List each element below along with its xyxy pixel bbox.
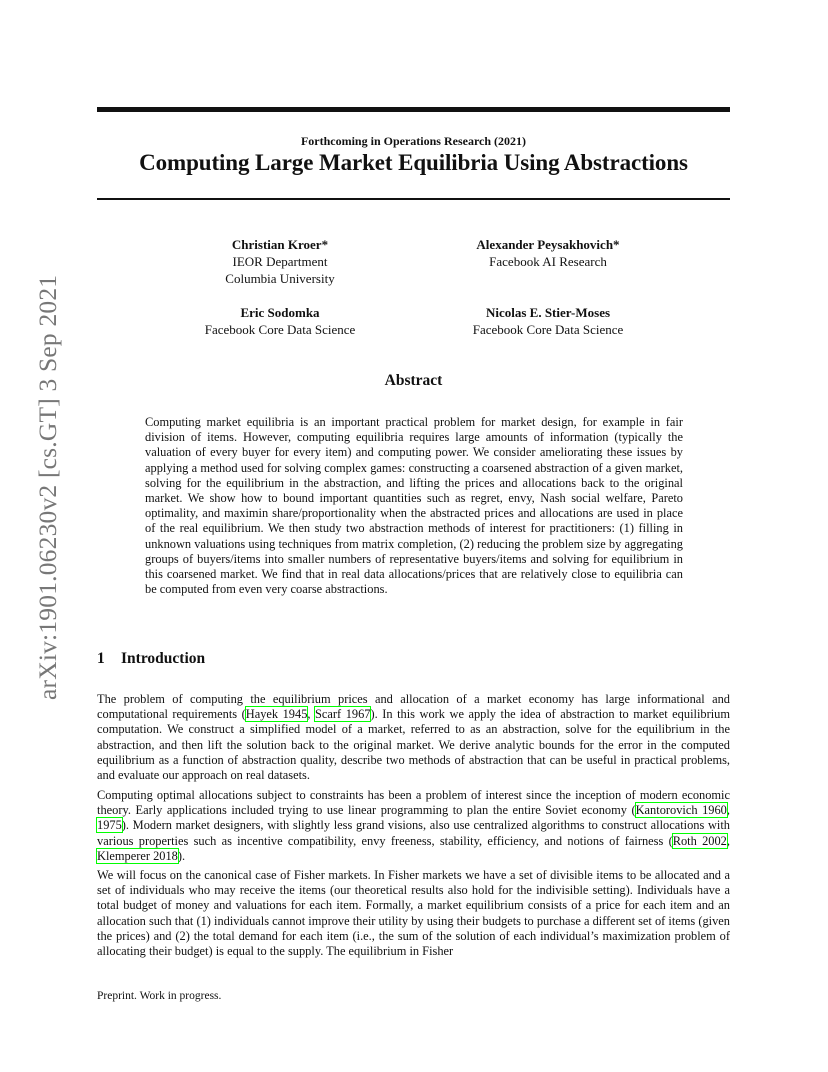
paragraph-text: The problem of computing the equilibrium prices and allocation of a market economy has large informational and computational requirements ( xyxy=(97,692,730,722)
paragraph-text: ). Modern market designers, with slightly less grand visions, also use centralized algorithms to construct allocations with various properties such as incentive compatibility, envy freeness, stability, efficiency, and notions of fairness ( xyxy=(97,818,730,848)
paragraph-text: ). In this work we apply the idea of abstraction to market equilibrium computation. We construct a simplified model of a market, referred to as an abstraction, solve for the equilibrium in the abstraction, and then lift the solution back to the original market. We derive analytic bounds for the error in the computed equilibrium as a function of abstraction quality, describe two methods of abstraction that can be useful in practical problems, and evaluate our approach on real datasets. xyxy=(97,707,730,783)
footer-note: Preprint. Work in progress. xyxy=(97,990,222,1002)
author-block xyxy=(160,236,400,287)
paragraph: We will focus on the canonical case of Fisher markets. In Fisher markets we have a set of divisible items to be allocated and a set of individuals who may receive the items (our theoretical results also hold for the indivisible setting). Individuals have a total budget of money and valuations for each item. Formally, a market equilibrium consists of a price for each item and an allocation such that (1) individuals cannot improve their utility by using their budgets to purchase a different set of items (given the prices) and (2) the total demand for each item (i.e., the sum of the solution of each individual’s maximization problem of allocating their budget) is equal to the supply. The equilibrium in Fisher xyxy=(97,868,730,959)
citation-link[interactable]: Scarf 1967 xyxy=(315,707,371,722)
author-block xyxy=(160,304,400,338)
abstract-text: Computing market equilibria is an important practical problem for market design, for example in fair division of items. However, computing equilibria requires large amounts of information (typically the valuation of every buyer for every item) and computing power. We consider ameliorating these issues by applying a method used for solving complex games: constructing a coarsened abstraction of a given market, solving for the equilibrium in the abstraction, and lifting the prices and allocations back to the original market. We show how to bound important quantities such as regret, envy, Nash social welfare, Pareto optimality, and maximin share/proportionality when the abstracted prices and allocations are used in place of the real equilibrium. We then study two abstraction methods of interest for practitioners: (1) filling in unknown valuations using techniques from matrix completion, (2) reducing the problem size by aggregating groups of buyers/items into smaller numbers of representative buyers/items and solving for equilibrium in this coarsened market. We find that in real data allocations/prices that are relatively close to equilibria can be computed from even very coarse abstractions. xyxy=(145,415,683,597)
citation-link[interactable]: Klemperer 2018 xyxy=(97,848,178,863)
author-block xyxy=(428,236,668,270)
paragraph xyxy=(97,788,730,864)
author-affiliation: Columbia University xyxy=(225,271,335,286)
author-block xyxy=(428,304,668,338)
author-affiliation: IEOR Department xyxy=(232,254,328,269)
section-number: 1 xyxy=(97,650,105,667)
author-affiliation: Facebook Core Data Science xyxy=(204,322,356,337)
paragraph-text: , xyxy=(307,707,316,722)
author-name: Nicolas E. Stier-Moses xyxy=(485,305,611,320)
arxiv-identifier: arXiv:1901.06230v2 [cs.GT] 3 Sep 2021 xyxy=(33,274,62,700)
paragraph-text: ). xyxy=(177,848,186,863)
section-heading xyxy=(97,650,205,668)
paragraph-text: Computing optimal allocations subject to constraints has been a problem of interest since the inception of modern economic theory. Early applications included trying to use linear programming to plan the entire Soviet economy ( xyxy=(97,788,730,818)
title-rule-bottom xyxy=(97,198,730,200)
author-name: Eric Sodomka xyxy=(240,305,320,320)
paper-title: Computing Large Market Equilibria Using Abstractions xyxy=(139,150,688,175)
author-name: Alexander Peysakhovich* xyxy=(476,237,620,252)
author-affiliation: Facebook Core Data Science xyxy=(472,322,624,337)
author-affiliation: Facebook AI Research xyxy=(489,254,607,269)
section-title: Introduction xyxy=(121,650,206,667)
citation-link[interactable]: Kantorovich 1960 xyxy=(635,803,727,818)
citation-link[interactable]: Roth 2002 xyxy=(672,833,727,848)
citation-link[interactable]: 1975 xyxy=(97,818,122,833)
paragraph xyxy=(97,692,730,783)
venue-line: Forthcoming in Operations Research (2021) xyxy=(300,134,527,148)
paragraph-text: , xyxy=(726,833,730,848)
abstract-heading: Abstract xyxy=(384,372,443,389)
author-name: Christian Kroer* xyxy=(231,237,329,252)
title-rule-top xyxy=(97,107,730,112)
citation-link[interactable]: Hayek 1945 xyxy=(245,707,308,722)
paragraph-text: , xyxy=(726,803,730,818)
